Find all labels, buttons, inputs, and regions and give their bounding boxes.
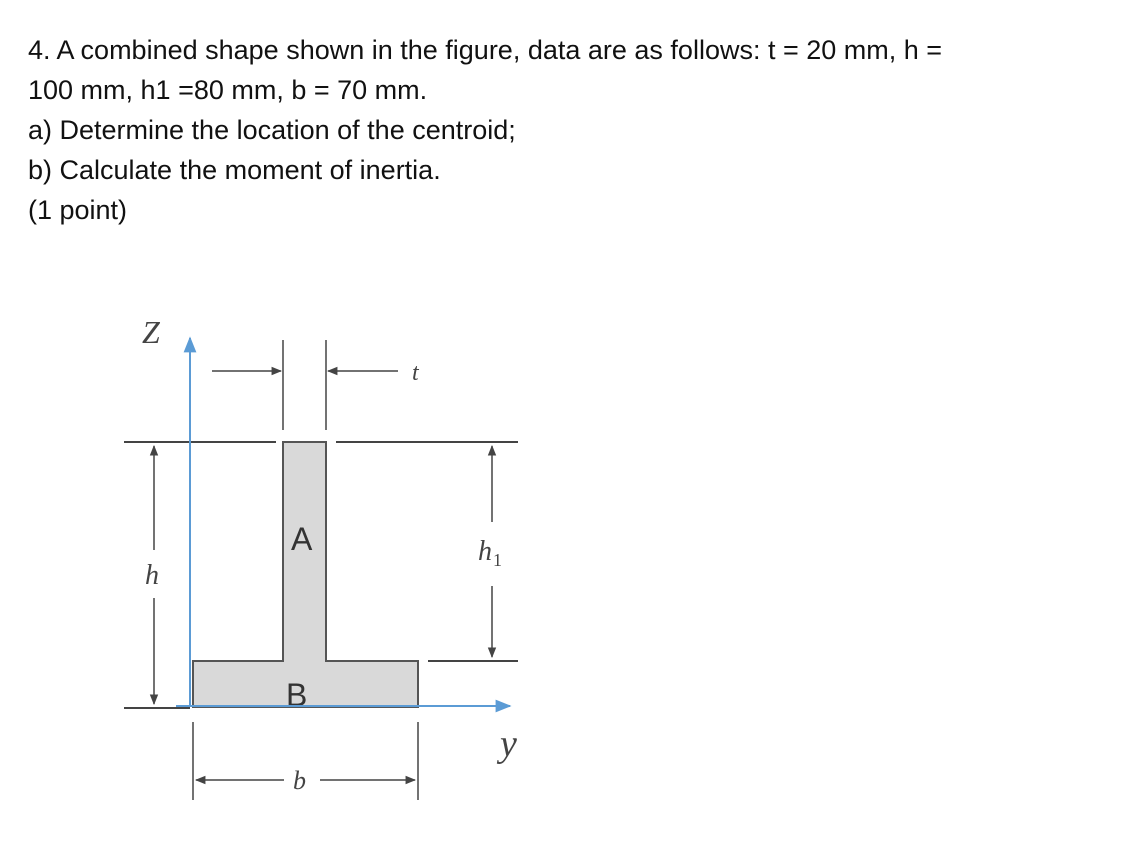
problem-line-5: (1 point)	[28, 195, 128, 225]
t-label: t	[412, 360, 419, 386]
t-section-shape	[193, 442, 418, 707]
z-axis-label: Z	[142, 314, 160, 350]
problem-line-3: a) Determine the location of the centroid;	[28, 115, 516, 145]
part-b-label: B	[286, 677, 308, 713]
h-label: h	[145, 560, 159, 591]
problem-line-1: 4. A combined shape shown in the figure, data are as follows: t = 20 mm, h =	[28, 35, 943, 65]
problem-line-4: b) Calculate the moment of inertia.	[28, 155, 441, 185]
part-a-label: A	[291, 521, 313, 557]
h1-label-subscript: 1	[493, 550, 502, 570]
b-label: b	[293, 766, 306, 795]
h1-label	[478, 536, 502, 570]
h1-label-main: h	[478, 536, 492, 567]
y-axis-label: y	[500, 723, 517, 765]
problem-line-2: 100 mm, h1 =80 mm, b = 70 mm.	[28, 75, 428, 105]
